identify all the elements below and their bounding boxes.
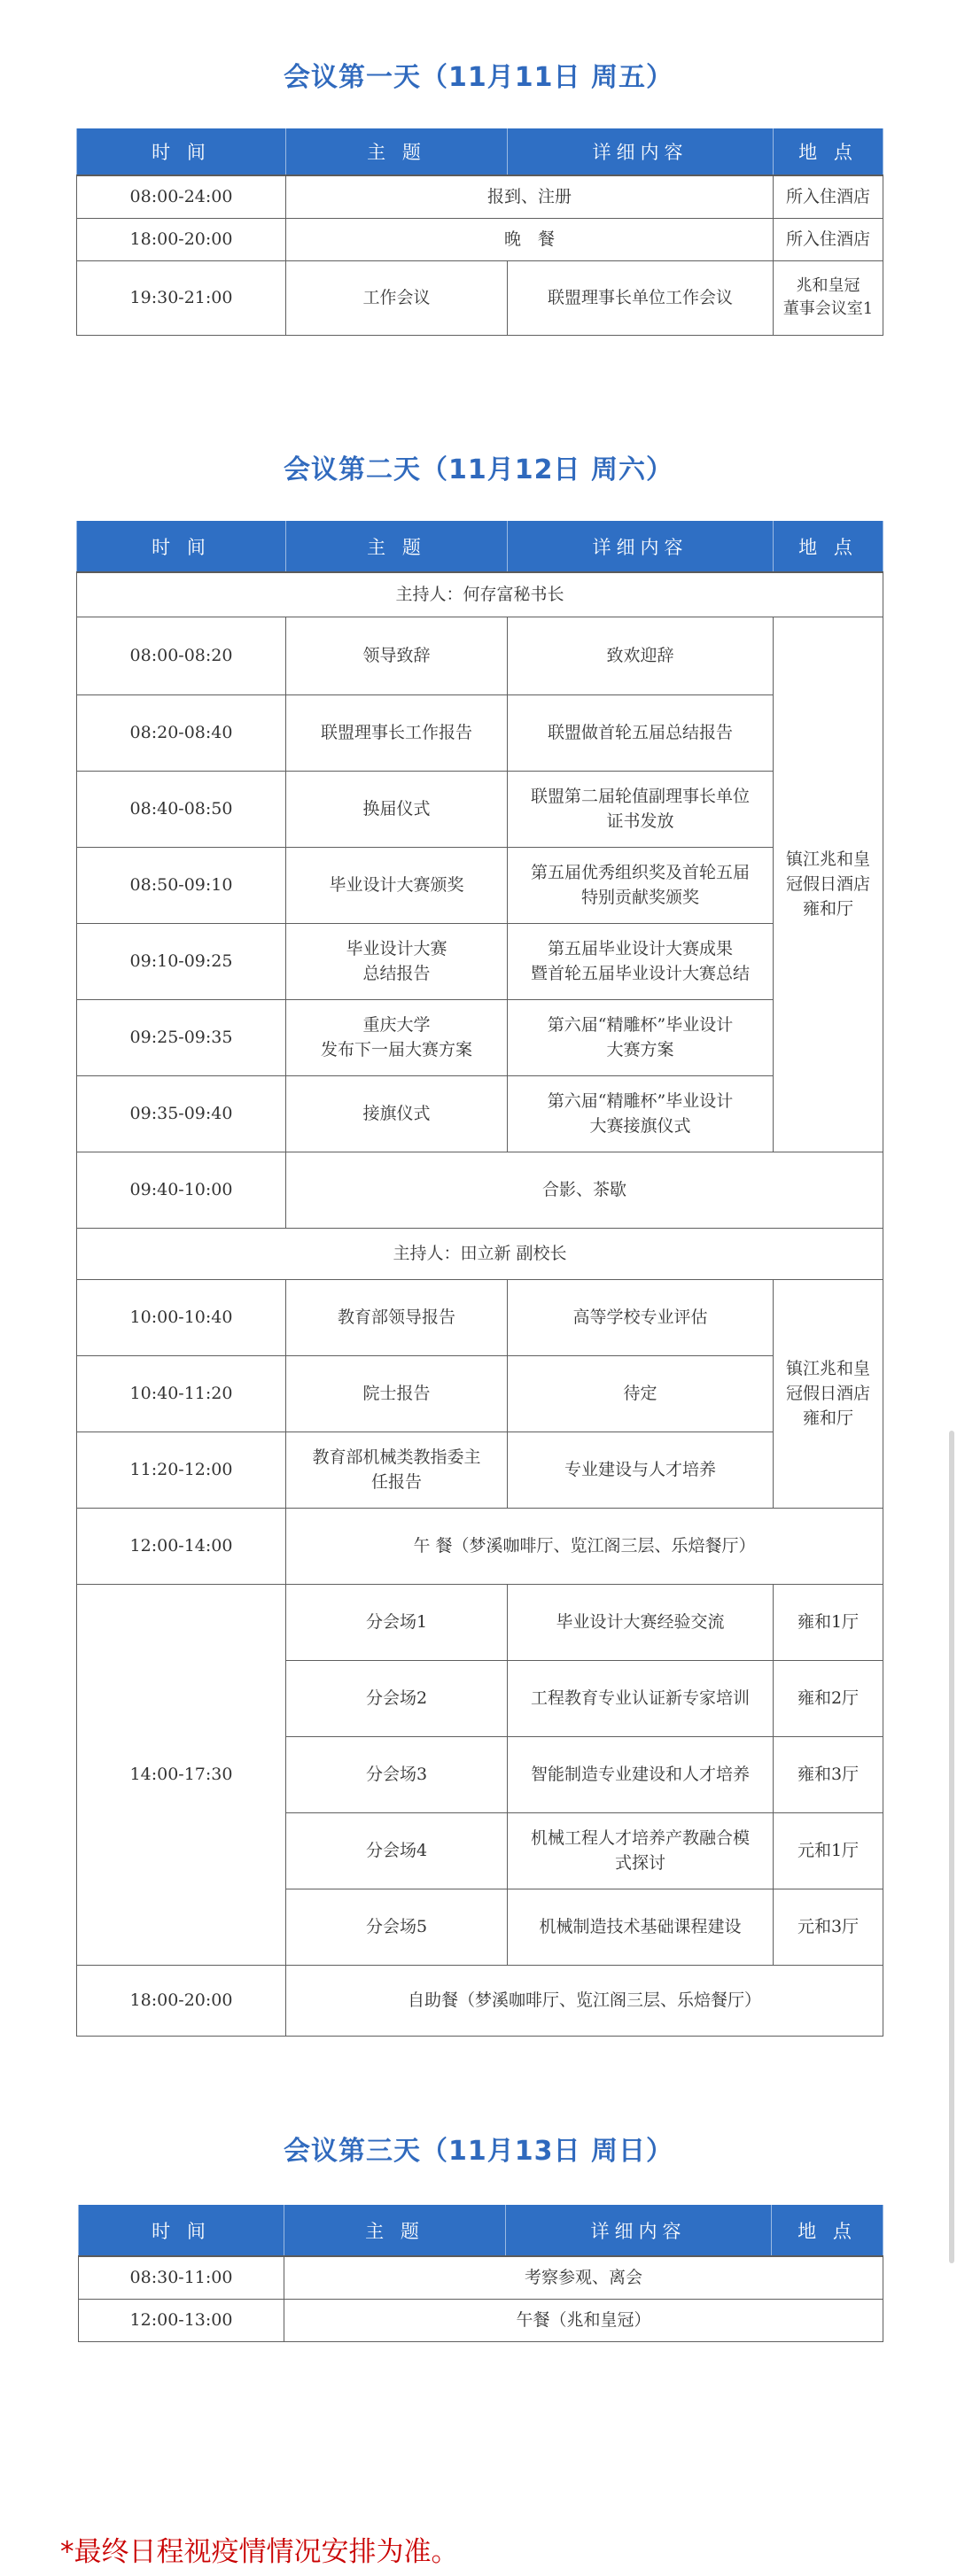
topic-cell: 分会场4 [286, 1812, 508, 1889]
time-cell: 09:35-09:40 [77, 1075, 286, 1152]
header-detail: 详细内容 [508, 521, 774, 572]
table-header-row [77, 521, 883, 572]
venue-cell: 所入住酒店 [774, 175, 883, 218]
table-row [77, 1965, 883, 2036]
table-row [77, 260, 883, 335]
header-topic: 主 题 [286, 521, 508, 572]
detail-cell: 致欢迎辞 [508, 617, 774, 694]
time-cell: 12:00-13:00 [79, 2299, 284, 2341]
topic-cell: 教育部机械类教指委主 任报告 [286, 1432, 508, 1508]
table-row [77, 999, 883, 1075]
header-topic: 主 题 [286, 128, 508, 175]
header-time: 时 间 [77, 128, 286, 175]
detail-cell: 第五届毕业设计大赛成果 暨首轮五届毕业设计大赛总结 [508, 923, 774, 999]
venue-cell: 兆和皇冠 董事会议室1 [774, 260, 883, 335]
event-cell: 报到、注册 [286, 175, 774, 218]
time-cell: 08:20-08:40 [77, 694, 286, 771]
topic-cell: 分会场3 [286, 1736, 508, 1812]
table-row [79, 2299, 883, 2341]
table-row [77, 617, 883, 694]
event-cell: 午 餐（梦溪咖啡厅、览江阁三层、乐焙餐厅） [286, 1508, 883, 1584]
header-time: 时 间 [79, 2205, 284, 2256]
time-cell: 08:00-24:00 [77, 175, 286, 218]
topic-cell: 毕业设计大赛颁奖 [286, 847, 508, 923]
header-venue: 地 点 [774, 521, 883, 572]
event-cell: 晚 餐 [286, 218, 774, 260]
table-row [77, 771, 883, 847]
time-cell: 11:20-12:00 [77, 1432, 286, 1508]
time-cell: 10:40-11:20 [77, 1355, 286, 1432]
topic-cell: 分会场1 [286, 1584, 508, 1660]
venue-cell: 雍和3厅 [774, 1736, 883, 1812]
time-cell: 18:00-20:00 [77, 1965, 286, 2036]
table-row [77, 1075, 883, 1152]
detail-cell: 机械工程人才培养产教融合模 式探讨 [508, 1812, 774, 1889]
day2-title: 会议第二天（11月12日 周六） [284, 454, 673, 485]
venue-cell: 元和1厅 [774, 1812, 883, 1889]
host-row [77, 572, 883, 617]
topic-cell: 院士报告 [286, 1355, 508, 1432]
venue-cell: 镇江兆和皇 冠假日酒店 雍和厅 [774, 617, 883, 1152]
time-cell: 19:30-21:00 [77, 260, 286, 335]
detail-cell: 联盟第二届轮值副理事长单位 证书发放 [508, 771, 774, 847]
table-row [79, 2256, 883, 2299]
detail-cell: 工程教育专业认证新专家培训 [508, 1660, 774, 1736]
table-row [77, 847, 883, 923]
detail-cell: 智能制造专业建设和人才培养 [508, 1736, 774, 1812]
vertical-scrollbar[interactable] [949, 1431, 954, 2263]
topic-cell: 接旗仪式 [286, 1075, 508, 1152]
table-row [77, 694, 883, 771]
detail-cell: 高等学校专业评估 [508, 1279, 774, 1355]
day2-schedule-table [76, 521, 883, 2037]
topic-cell: 换届仪式 [286, 771, 508, 847]
table-row [77, 1508, 883, 1584]
time-cell: 09:40-10:00 [77, 1152, 286, 1228]
table-row [77, 1355, 883, 1432]
time-cell: 18:00-20:00 [77, 218, 286, 260]
host-cell: 主持人：田立新 副校长 [77, 1228, 883, 1279]
day1-schedule-table [76, 128, 883, 336]
footnote: *最终日程视疫情情况安排为准。 [60, 2536, 459, 2568]
table-row [77, 923, 883, 999]
detail-cell: 机械制造技术基础课程建设 [508, 1889, 774, 1965]
day3-schedule-table [78, 2205, 883, 2342]
topic-cell: 分会场2 [286, 1660, 508, 1736]
topic-cell: 领导致辞 [286, 617, 508, 694]
time-cell: 14:00-17:30 [77, 1584, 286, 1965]
detail-cell: 毕业设计大赛经验交流 [508, 1584, 774, 1660]
time-cell: 09:25-09:35 [77, 999, 286, 1075]
event-cell: 午餐（兆和皇冠） [284, 2299, 883, 2341]
table-row [77, 1279, 883, 1355]
time-cell: 08:00-08:20 [77, 617, 286, 694]
detail-cell: 待定 [508, 1355, 774, 1432]
header-detail: 详细内容 [506, 2205, 772, 2256]
header-time: 时 间 [77, 521, 286, 572]
detail-cell: 第六届“精雕杯”毕业设计 大赛接旗仪式 [508, 1075, 774, 1152]
venue-cell: 元和3厅 [774, 1889, 883, 1965]
topic-cell: 分会场5 [286, 1889, 508, 1965]
topic-cell: 重庆大学 发布下一届大赛方案 [286, 999, 508, 1075]
host-row [77, 1228, 883, 1279]
event-cell: 考察参观、离会 [284, 2256, 883, 2299]
table-header-row [79, 2205, 883, 2256]
venue-cell: 所入住酒店 [774, 218, 883, 260]
day1-title: 会议第一天（11月11日 周五） [284, 62, 673, 93]
time-cell: 10:00-10:40 [77, 1279, 286, 1355]
table-row [77, 1584, 883, 1660]
time-cell: 08:50-09:10 [77, 847, 286, 923]
topic-cell: 教育部领导报告 [286, 1279, 508, 1355]
detail-cell: 第六届“精雕杯”毕业设计 大赛方案 [508, 999, 774, 1075]
host-cell: 主持人：何存富秘书长 [77, 572, 883, 617]
detail-cell: 第五届优秀组织奖及首轮五届 特别贡献奖颁奖 [508, 847, 774, 923]
venue-cell: 雍和1厅 [774, 1584, 883, 1660]
header-detail: 详细内容 [508, 128, 774, 175]
topic-cell: 联盟理事长工作报告 [286, 694, 508, 771]
venue-cell: 镇江兆和皇 冠假日酒店 雍和厅 [774, 1279, 883, 1508]
table-row [77, 1432, 883, 1508]
header-topic: 主 题 [284, 2205, 506, 2256]
venue-cell: 雍和2厅 [774, 1660, 883, 1736]
day3-title: 会议第三天（11月13日 周日） [284, 2136, 673, 2167]
event-cell: 合影、茶歇 [286, 1152, 883, 1228]
table-row [77, 218, 883, 260]
time-cell: 12:00-14:00 [77, 1508, 286, 1584]
detail-cell: 联盟做首轮五届总结报告 [508, 694, 774, 771]
table-header-row [77, 128, 883, 175]
event-cell: 自助餐（梦溪咖啡厅、览江阁三层、乐焙餐厅） [286, 1965, 883, 2036]
time-cell: 08:40-08:50 [77, 771, 286, 847]
detail-cell: 专业建设与人才培养 [508, 1432, 774, 1508]
table-row [77, 1152, 883, 1228]
topic-cell: 毕业设计大赛 总结报告 [286, 923, 508, 999]
header-venue: 地 点 [772, 2205, 883, 2256]
topic-cell: 工作会议 [286, 260, 508, 335]
time-cell: 09:10-09:25 [77, 923, 286, 999]
detail-cell: 联盟理事长单位工作会议 [508, 260, 774, 335]
table-row [77, 175, 883, 218]
time-cell: 08:30-11:00 [79, 2256, 284, 2299]
header-venue: 地 点 [774, 128, 883, 175]
